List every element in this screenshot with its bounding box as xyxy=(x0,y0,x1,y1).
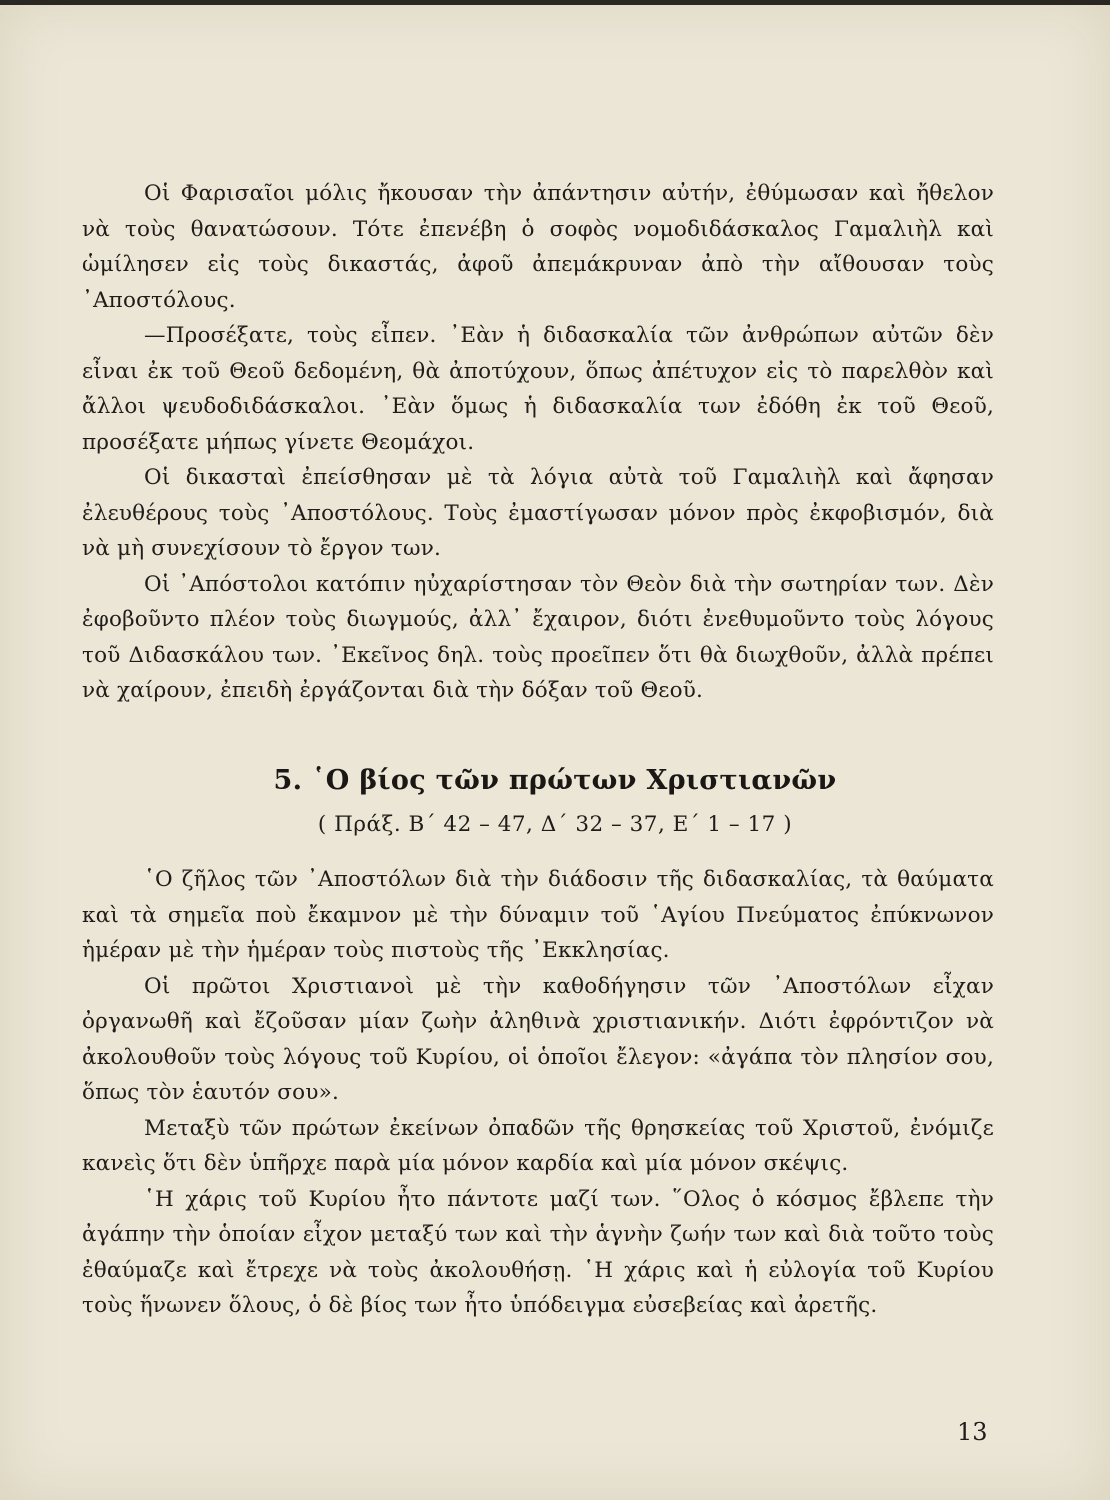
top-border xyxy=(0,0,1110,5)
paragraph: Οἱ ᾿Απόστολοι κατόπιν ηὐχαρίστησαν τὸν Θεὸν διὰ τὴν σωτηρίαν των. Δὲν ἐφοβοῦντο πλέον τοὺς διωγμούς, ἀλλ᾿ ἔχαιρον, διότι ἐνεθυμοῦντο τοὺς λόγους τοῦ Διδασκάλου των. ᾿Εκεῖνος δηλ. τοὺς προεῖπεν ὅτι θὰ διωχθοῦν, ἀλλὰ πρέπει νὰ χαίρουν, ἐπειδὴ ἐργάζονται διὰ τὴν δόξαν τοῦ Θεοῦ. xyxy=(82,571,994,703)
section-reference: ( Πράξ. Β΄ 42 – 47, Δ΄ 32 – 37, Ε΄ 1 – 17 ) xyxy=(317,812,793,837)
paragraph: Οἱ Φαρισαῖοι μόλις ἤκουσαν τὴν ἀπάντησιν αὐτήν, ἐθύμωσαν καὶ ἤθελον νὰ τοὺς θανατώσουν. Τότε ἐπενέβη ὁ σοφὸς νομοδιδάσκαλος Γαμαλιὴλ καὶ ὡμίλησεν εἰς τοὺς δικαστάς, ἀφοῦ ἀπεμάκρυναν ἀπὸ τὴν αἴθουσαν τοὺς ᾿Αποστόλους. xyxy=(82,181,994,313)
paragraph: Οἱ δικασταὶ ἐπείσθησαν μὲ τὰ λόγια αὐτὰ τοῦ Γαμαλιὴλ καὶ ἄφησαν ἐλευθέρους τοὺς ᾿Αποστόλους. Τοὺς ἐμαστίγωσαν μόνον πρὸς ἐκφοβισμόν, διὰ νὰ μὴ συνεχίσουν τὸ ἔργον των. xyxy=(82,465,994,561)
paragraph: ῾Η χάρις τοῦ Κυρίου ἦτο πάντοτε μαζί των. ῞Ολος ὁ κόσμος ἔβλεπε τὴν ἀγάπην τὴν ὁποίαν εἶχον μεταξύ των καὶ τὴν ἁγνὴν ζωήν των καὶ διὰ τοῦτο τοὺς ἐθαύμαζε καὶ ἔτρεχε νὰ τοὺς ἀκολουθήσῃ. ῾Η χάρις καὶ ἡ εὐλογία τοῦ Κυρίου τοὺς ἥνωνεν ὅλους, ὁ δὲ βίος των ἦτο ὑπόδειγμα εὐσεβείας καὶ ἀρετῆς. xyxy=(82,1186,994,1318)
text-block-top xyxy=(82,176,994,709)
page-number: 13 xyxy=(957,1418,988,1446)
paragraph: —Προσέξατε, τοὺς εἶπεν. ᾿Εὰν ἡ διδασκαλία τῶν ἀνθρώπων αὐτῶν δὲν εἶναι ἐκ τοῦ Θεοῦ δεδομένη, θὰ ἀποτύχουν, ὅπως ἀπέτυχον εἰς τὸ παρελθὸν καὶ ἄλλοι ψευδοδιδάσκαλοι. ᾿Εὰν ὅμως ἡ διδασκαλία των ἐδόθη ἐκ τοῦ Θεοῦ, προσέξατε μήπως γίνετε Θεομάχοι. xyxy=(82,323,994,455)
paragraph: ῾Ο ζῆλος τῶν ᾿Αποστόλων διὰ τὴν διάδοσιν τῆς διδασκαλίας, τὰ θαύματα καὶ τὰ σημεῖα ποὺ ἔκαμνον μὲ τὴν δύναμιν τοῦ ῾Αγίου Πνεύματος ἐπύκνωνον ἡμέραν μὲ τὴν ἡμέραν τοὺς πιστοὺς τῆς ᾿Εκκλησίας. xyxy=(82,867,994,963)
section-title: 5. ῾Ο βίος τῶν πρώτων Χριστιανῶν xyxy=(273,765,837,796)
text-block-bottom xyxy=(82,862,994,1324)
paragraph: Μεταξὺ τῶν πρώτων ἐκείνων ὀπαδῶν τῆς θρησκείας τοῦ Χριστοῦ, ἐνόμιζε κανεὶς ὅτι δὲν ὑπῆρχε παρὰ μία μόνον καρδία καὶ μία μόνον σκέψις. xyxy=(82,1115,994,1176)
paragraph: Οἱ πρῶτοι Χριστιανοὶ μὲ τὴν καθοδήγησιν τῶν ᾿Αποστόλων εἶχαν ὀργανωθῆ καὶ ἔζοῦσαν μίαν ζωὴν ἀληθινὰ χριστιανικήν. Διότι ἐφρόντιζον νὰ ἀκολουθοῦν τοὺς λόγους τοῦ Κυρίου, οἱ ὁποῖοι ἔλεγον: «ἀγάπα τὸν πλησίον σου, ὅπως τὸν ἑαυτόν σου». xyxy=(82,973,994,1105)
